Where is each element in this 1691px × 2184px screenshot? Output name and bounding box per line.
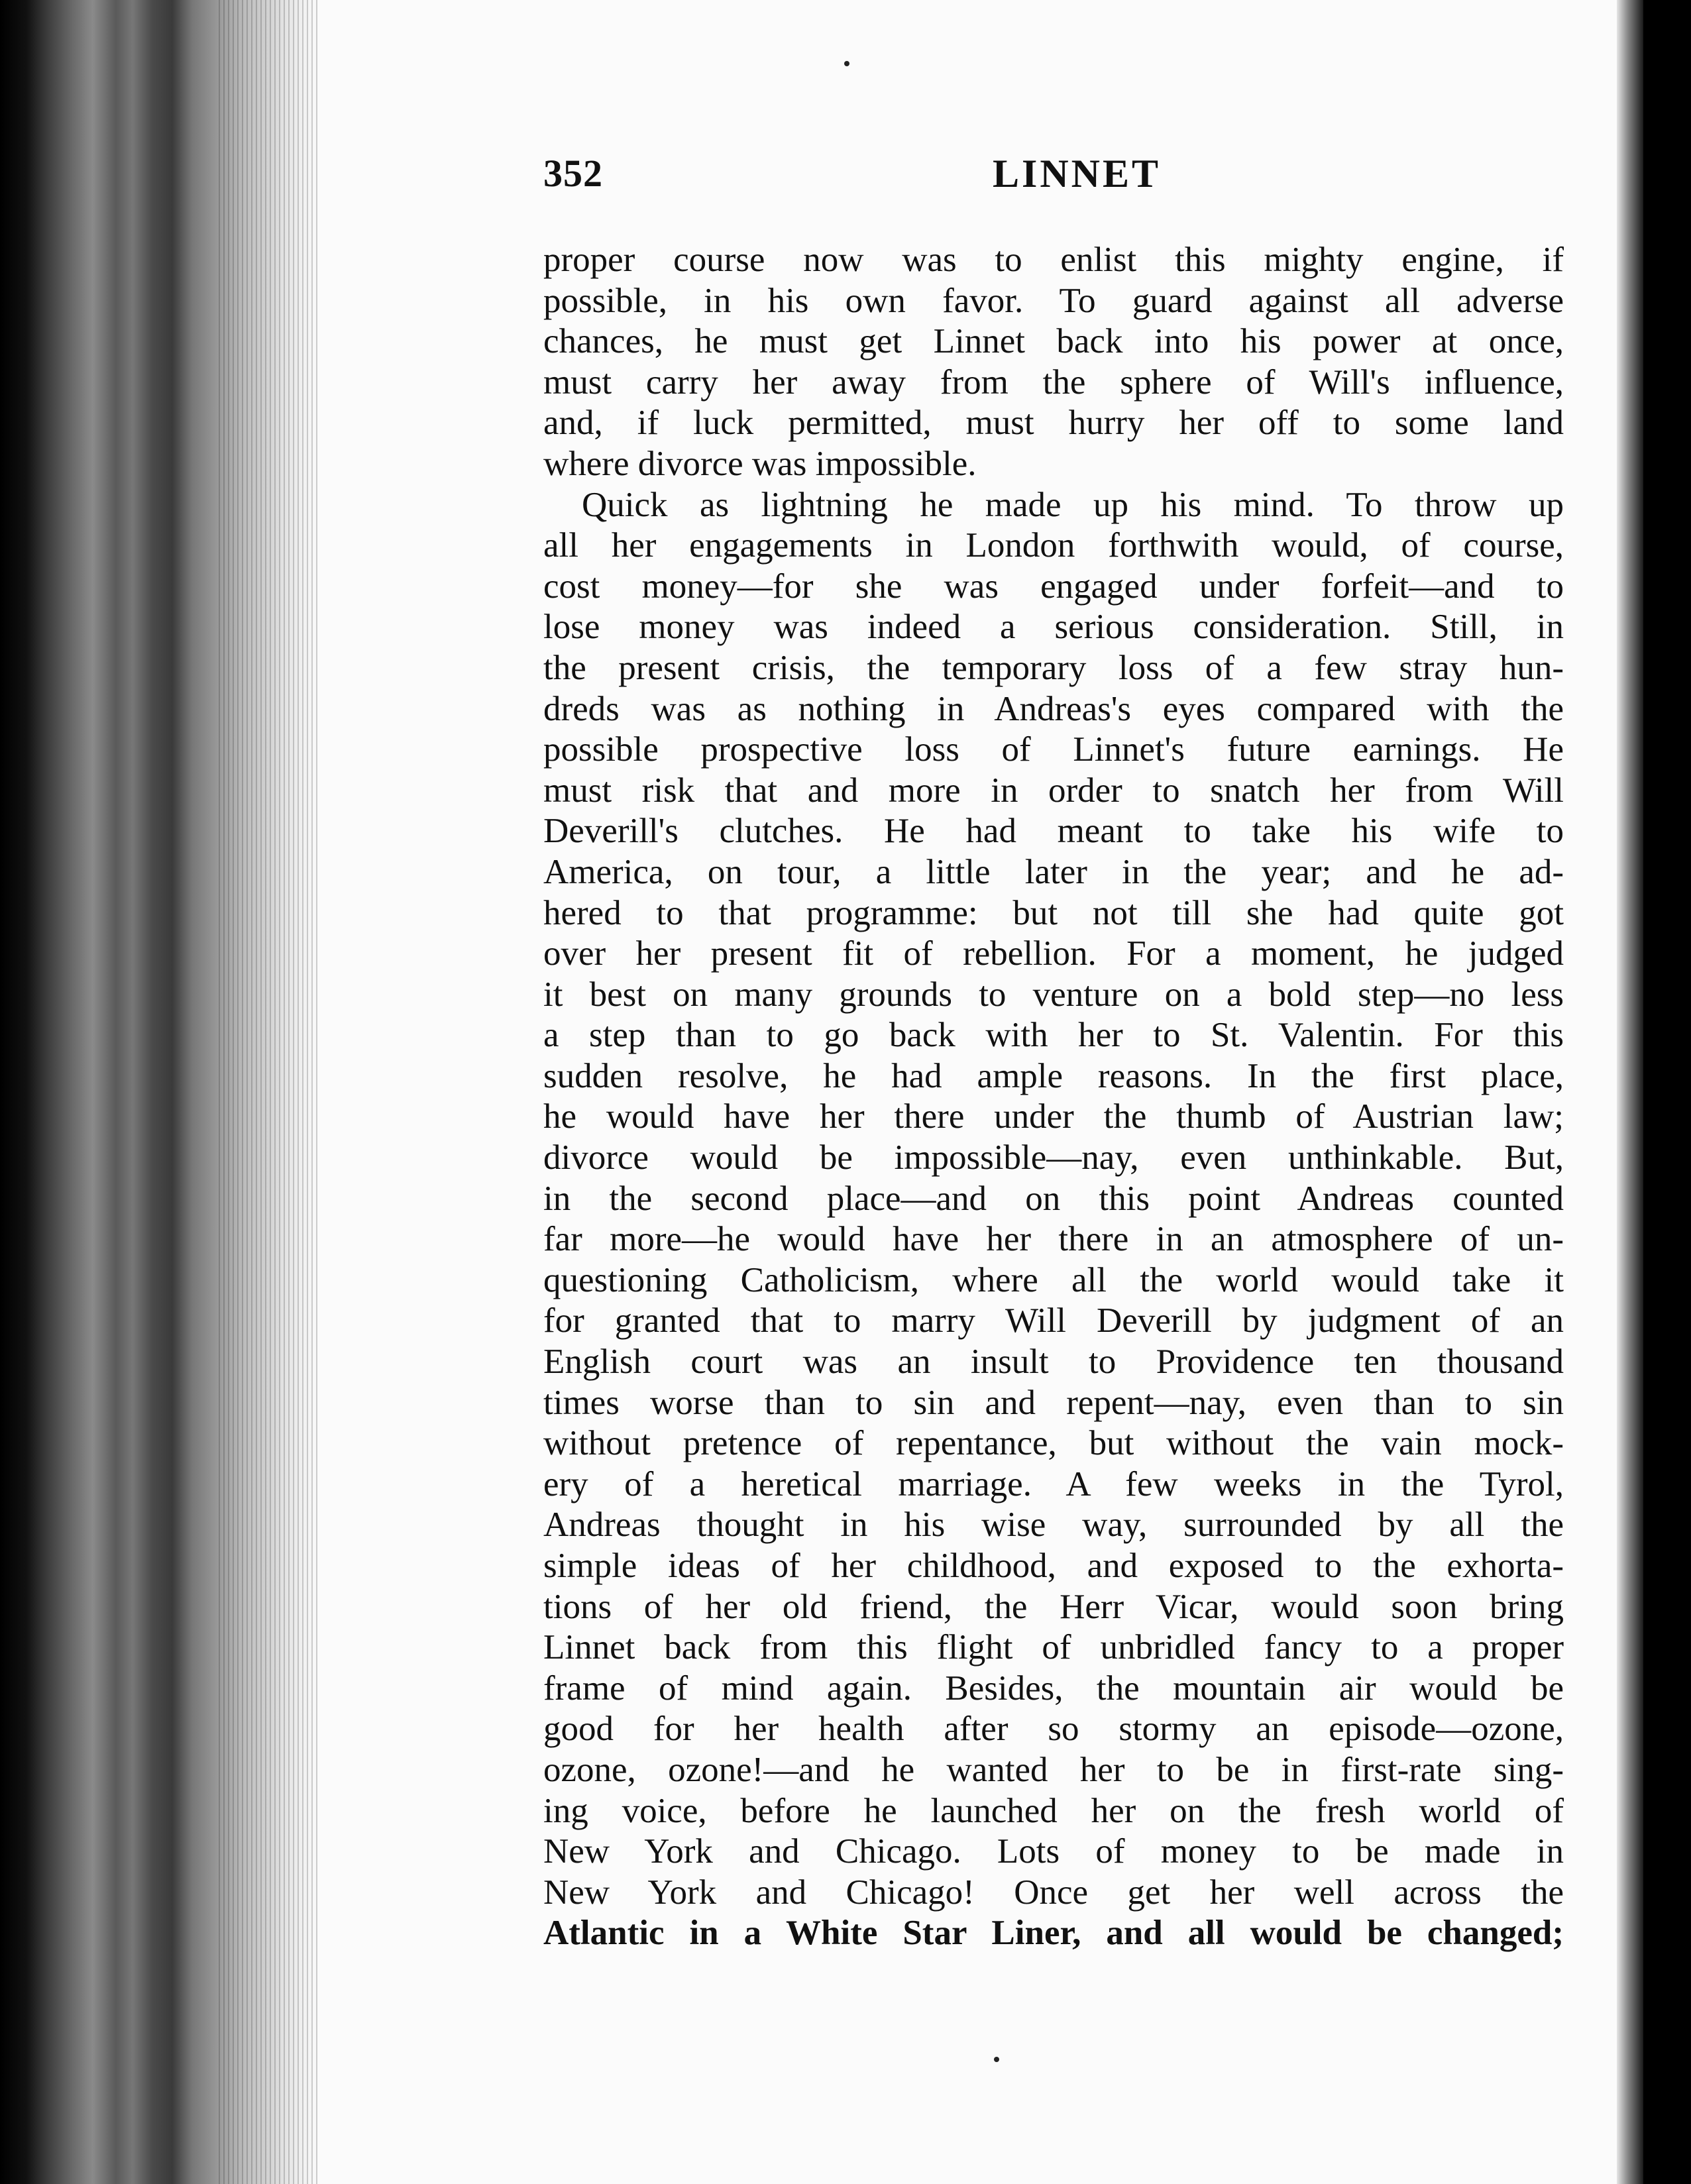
- text-line: chances, he must get Linnet back into his power at once,: [543, 322, 1564, 361]
- text-line: cost money—for she was engaged under forfeit—and to: [543, 567, 1564, 606]
- text-line: Andreas thought in his wise way, surrounded by all the: [543, 1505, 1564, 1545]
- text-line: questioning Catholicism, where all the world would take it: [543, 1260, 1564, 1299]
- scan-speck: [994, 2057, 999, 2062]
- text-line: possible prospective loss of Linnet's future earnings. He: [543, 730, 1564, 769]
- text-line: where divorce was impossible.: [543, 444, 977, 483]
- text-line: ing voice, before he launched her on the fresh world of: [543, 1791, 1564, 1830]
- text-line: Linnet back from this flight of unbridled fancy to a proper: [543, 1628, 1564, 1667]
- text-line: possible, in his own favor. To guard against all adverse: [543, 281, 1564, 320]
- text-line: Quick as lightning he made up his mind. To throw up: [582, 485, 1564, 524]
- text-line: ozone, ozone!—and he wanted her to be in first-rate sing-: [543, 1750, 1564, 1789]
- running-head-title: LINNET: [992, 152, 1162, 195]
- text-line: tions of her old friend, the Herr Vicar, would soon bring: [543, 1587, 1564, 1626]
- text-line: simple ideas of her childhood, and exposed to the exhorta-: [543, 1547, 1564, 1585]
- text-line: must carry her away from the sphere of Will's influence,: [543, 362, 1564, 402]
- text-line: without pretence of repentance, but without the vain mock-: [543, 1424, 1564, 1463]
- text-line: divorce would be impossible—nay, even unthinkable. But,: [543, 1138, 1564, 1177]
- scan-speck: [844, 61, 849, 66]
- text-line: hered to that programme: but not till she had quite got: [543, 893, 1564, 932]
- text-line: Deverill's clutches. He had meant to take his wife to: [543, 812, 1564, 851]
- text-line: lose money was indeed a serious consideration. Still, in: [543, 608, 1564, 647]
- book-gutter-page-edges: [0, 0, 318, 2184]
- text-line: English court was an insult to Providence ten thousand: [543, 1342, 1564, 1382]
- page-number: 352: [543, 152, 603, 195]
- text-line: must risk that and more in order to snatch her from Will: [543, 771, 1564, 810]
- text-line: frame of mind again. Besides, the mountain air would be: [543, 1668, 1564, 1708]
- text-line: in the second place—and on this point Andreas counted: [543, 1179, 1564, 1218]
- text-line: he would have her there under the thumb of Austrian law;: [543, 1097, 1564, 1136]
- body-text: [543, 240, 1564, 1954]
- text-line: New York and Chicago! Once get her well across the: [543, 1873, 1564, 1912]
- text-line: sudden resolve, he had ample reasons. In the first place,: [543, 1056, 1564, 1095]
- text-line: proper course now was to enlist this mighty engine, if: [543, 241, 1564, 279]
- scan-border: [1643, 0, 1691, 2184]
- text-line: times worse than to sin and repent—nay, even than to sin: [543, 1383, 1564, 1422]
- text-line: Atlantic in a White Star Liner, and all would be changed;: [543, 1914, 1564, 1953]
- text-line: over her present fit of rebellion. For a moment, he judged: [543, 934, 1564, 973]
- text-line: all her engagements in London forthwith would, of course,: [543, 526, 1564, 565]
- facing-page-edge: [1617, 0, 1643, 2184]
- text-line: and, if luck permitted, must hurry her off to some land: [543, 404, 1564, 443]
- text-line: the present crisis, the temporary loss of a few stray hun-: [543, 648, 1564, 687]
- text-line: dreds was as nothing in Andreas's eyes compared with the: [543, 689, 1564, 728]
- text-line: a step than to go back with her to St. Valentin. For this: [543, 1016, 1564, 1055]
- text-line: America, on tour, a little later in the year; and he ad-: [543, 852, 1564, 891]
- page-header: [543, 151, 1551, 204]
- text-line: good for her health after so stormy an episode—ozone,: [543, 1710, 1564, 1749]
- text-line: for granted that to marry Will Deverill by judgment of an: [543, 1301, 1564, 1340]
- text-line: ery of a heretical marriage. A few weeks in the Tyrol,: [543, 1464, 1564, 1503]
- text-line: it best on many grounds to venture on a bold step—no less: [543, 975, 1564, 1014]
- text-line: New York and Chicago. Lots of money to be made in: [543, 1832, 1564, 1871]
- text-line: far more—he would have her there in an atmosphere of un-: [543, 1220, 1564, 1259]
